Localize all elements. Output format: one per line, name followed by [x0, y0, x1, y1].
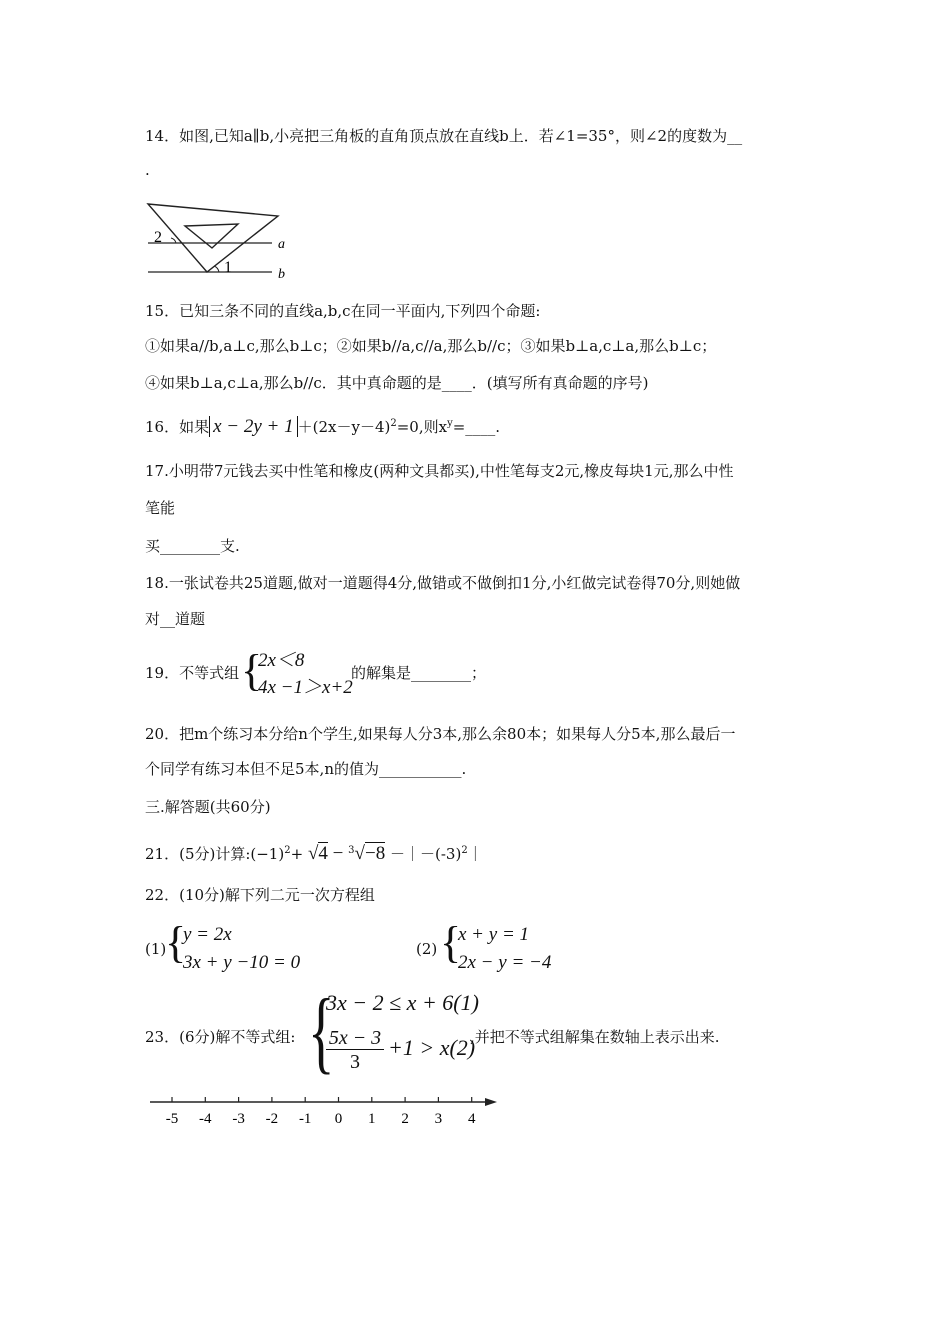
- q15-line1: 15．已知三条不同的直线a,b,c在同一平面内,下列四个命题:: [145, 302, 541, 320]
- q15-line2: ①如果a//b,a⊥c,那么b⊥c；②如果b//a,c//a,那么b//c；③如果b⊥a,c⊥a,那么b⊥c；: [145, 337, 717, 355]
- q22-p2-brace: {: [440, 918, 462, 967]
- axis-tick-label: 4: [467, 1111, 476, 1127]
- axis-tick-label: -3: [232, 1111, 245, 1127]
- section3-title: 三.解答题(共60分): [145, 798, 271, 816]
- q22-p1-row2: 3x + y −10 = 0: [183, 952, 301, 973]
- number-line: [145, 1092, 505, 1132]
- q21-line: [145, 841, 483, 864]
- fig-label-2: 2: [154, 229, 162, 246]
- q21-sup: 2: [284, 845, 291, 856]
- q20-line2: 个同学有练习本但不足5本,n的值为___________.: [145, 760, 467, 778]
- q22-title: 22．(10分)解下列二元一次方程组: [145, 886, 375, 904]
- q23-row2-rest: +1 > x(2): [388, 1035, 476, 1060]
- q18-line2: 对__道题: [145, 610, 206, 628]
- q21-plus: +: [290, 845, 304, 863]
- q21-cbrt-index: 3: [348, 845, 355, 856]
- q23-fraction: [326, 1027, 384, 1074]
- q21-minus: −: [332, 843, 344, 864]
- q19-suffix: 的解集是________；: [351, 664, 487, 682]
- axis-tick-label: 3: [434, 1111, 443, 1127]
- q18-line1: 18.一张试卷共25道题,做对一道题得4分,做错或不做倒扣1分,小红做完试卷得70分,则她做: [145, 574, 741, 592]
- q16-sup: 2: [390, 418, 397, 429]
- sqrt-icon: √: [307, 843, 319, 864]
- q22-p1-row1: y = 2x: [183, 924, 232, 945]
- q19-row1: 2x＜8: [258, 650, 305, 671]
- fig-label-b: b: [278, 267, 285, 282]
- q23-suffix: ,并把不等式组解集在数轴上表示出来.: [470, 1028, 720, 1046]
- q21-end: ｜: [467, 845, 483, 863]
- q21-cbrt-arg: −8: [364, 843, 386, 864]
- q23-prefix: 23．(6分)解不等式组:: [145, 1028, 296, 1046]
- q20-line1: 20．把m个练习本分给n个学生,如果每人分3本,那么余80本；如果每人分5本,那么最后一: [145, 725, 736, 743]
- q19-prefix: 19．不等式组: [145, 664, 240, 682]
- q23-brace: {: [308, 980, 335, 1082]
- axis-arrow-icon: [485, 1098, 497, 1106]
- q16-line: [145, 414, 500, 437]
- q22-p2-row2: 2x − y = −4: [458, 952, 552, 973]
- q23-frac-num: 5x − 3: [326, 1027, 384, 1050]
- q19-brace: {: [241, 646, 263, 695]
- axis-tick-label: 2: [401, 1111, 409, 1127]
- q21-rest: －｜－(-3): [389, 845, 462, 863]
- q16-sup2: y: [447, 418, 453, 429]
- axis-tick-label: -1: [298, 1111, 312, 1127]
- q16-suffix: =0,则x: [396, 418, 448, 436]
- q14-tail: .: [145, 161, 150, 179]
- q17-line1: 17.小明带7元钱去买中性笔和橡皮(两种文具都买),中性笔每支2元,橡皮每块1元,那么中性: [145, 462, 734, 480]
- q23-row1: 3x − 2 ≤ x + 6(1): [326, 990, 479, 1015]
- q16-abs-expr: x − 2y + 1: [209, 416, 298, 437]
- q21-sqrt-arg: 4: [318, 843, 328, 864]
- q16-after: ): [384, 418, 391, 436]
- axis-tick-label: -5: [165, 1111, 179, 1127]
- q14-figure: [140, 198, 300, 284]
- axis-tick-label: 0: [334, 1111, 343, 1127]
- q23-frac-den: 3: [350, 1051, 360, 1073]
- q16-mid: ＋(2x－y－4: [297, 418, 385, 436]
- axis-tick-label: -4: [199, 1111, 212, 1127]
- q14-text: 14．如图,已知a∥b,小亮把三角板的直角顶点放在直线b上．若∠1=35°，则∠2的度数为__: [145, 127, 743, 145]
- q15-line3: ④如果b⊥a,c⊥a,那么b//c．其中真命题的是____．(填写所有真命题的序号): [145, 374, 649, 392]
- fig-label-a: a: [278, 237, 285, 252]
- axis-tick-label: 1: [368, 1111, 376, 1127]
- q17-line3: 买________支.: [145, 537, 240, 555]
- q22-p1-brace: {: [165, 918, 187, 967]
- q22-p1-label: (1): [145, 940, 167, 958]
- q17-line2: 笔能: [145, 499, 176, 517]
- q22-p2-row1: x + y = 1: [458, 924, 530, 945]
- q21-prefix: 21．(5分)计算:(−1): [145, 845, 285, 863]
- cbrt-icon: √: [354, 843, 365, 864]
- q21-sup2: 2: [461, 845, 468, 856]
- q19-row2: 4x −1＞x+2: [258, 677, 353, 698]
- q16-end: =____.: [452, 418, 501, 436]
- q16-prefix: 16．如果: [145, 418, 210, 436]
- fig-label-1: 1: [224, 259, 232, 276]
- axis-tick-label: -2: [265, 1111, 279, 1127]
- q22-p2-label: (2): [416, 940, 438, 958]
